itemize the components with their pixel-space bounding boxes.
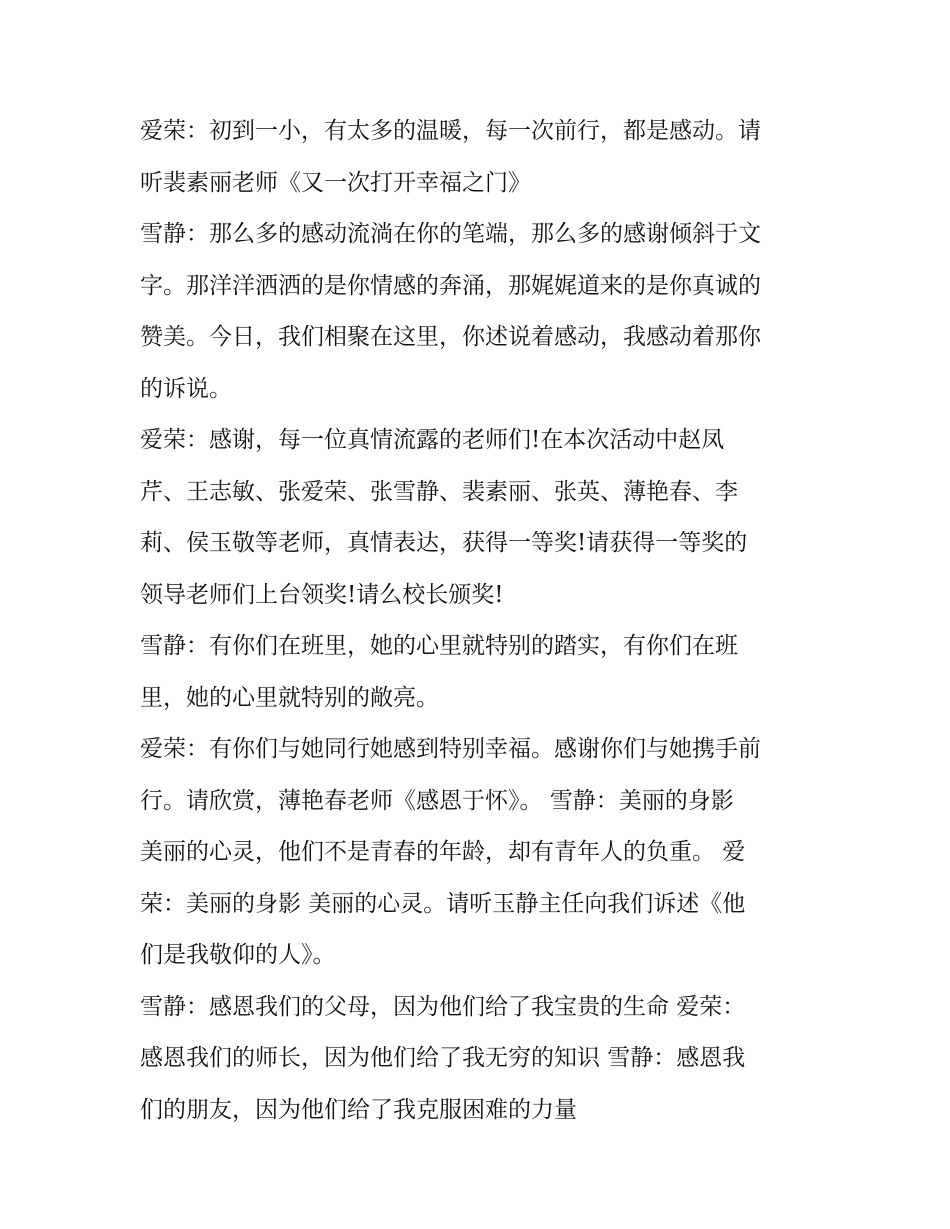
text-line: 爱荣：有你们与她同行她感到特别幸福。感谢你们与她携手前 (140, 736, 761, 762)
text-line: 里，她的心里就特别的敞亮。 (140, 684, 439, 711)
text-line: 们的朋友，因为他们给了我克服困难的力量 (140, 1096, 577, 1123)
text-line: 雪静：那么多的感动流淌在你的笔端，那么多的感谢倾斜于文 (140, 221, 761, 247)
text-line: 爱荣：初到一小，有太多的温暖，每一次前行，都是感动。请 (140, 118, 761, 144)
text-line: 字。那洋洋洒洒的是你情感的奔涌，那娓娓道来的是你真诚的 (140, 272, 761, 299)
text-line: 赞美。今日，我们相聚在这里，你述说着感动，我感动着那你 (140, 324, 761, 350)
text-line: 雪静：感恩我们的父母，因为他们给了我宝贵的生命 爱荣： (140, 993, 746, 1020)
text-line: 爱荣：感谢，每一位真情流露的老师们!在本次活动中赵凤 (140, 427, 725, 453)
text-line: 莉、侯玉敬等老师，真情表达，获得一等奖!请获得一等奖的 (140, 530, 748, 556)
text-line: 感恩我们的师长，因为他们给了我无穷的知识 雪静：感恩我 (140, 1045, 746, 1071)
text-line: 行。请欣赏，薄艳春老师《感恩于怀》。 雪静：美丽的身影 (140, 787, 734, 814)
text-line: 的诉说。 (140, 375, 232, 402)
text-line: 荣：美丽的身影 美丽的心灵。请听玉静主任向我们诉述《他 (140, 890, 746, 917)
text-line: 领导老师们上台领奖!请么校长颁奖! (140, 581, 504, 608)
text-line: 芹、王志敏、张爱荣、张雪静、裴素丽、张英、薄艳春、李 (140, 478, 738, 505)
text-line: 美丽的心灵，他们不是青春的年龄，却有青年人的负重。 爱 (140, 839, 746, 865)
text-line: 听裴素丽老师《又一次打开幸福之门》 (140, 169, 531, 196)
text-line: 们是我敬仰的人》。 (140, 942, 336, 968)
text-line: 雪静：有你们在班里，她的心里就特别的踏实，有你们在班 (140, 633, 738, 659)
document-body (140, 106, 820, 1136)
